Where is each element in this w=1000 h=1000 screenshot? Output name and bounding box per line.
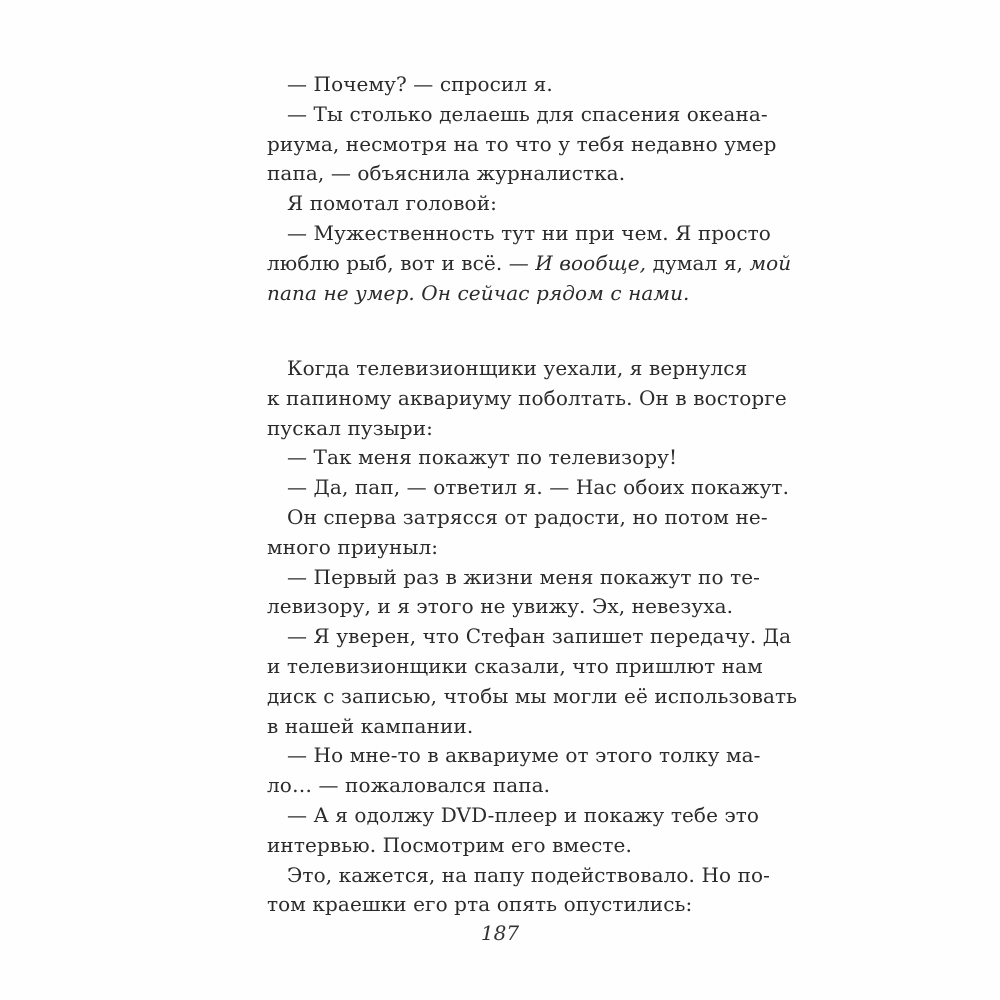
text-line: — Почему? — спросил я. <box>287 72 553 96</box>
text-line: много приуныл: <box>267 534 439 559</box>
text-line: левизору, и я этого не увижу. Эх, невезуха. <box>267 594 734 619</box>
text-line: Когда телевизионщики уехали, я вернулся <box>287 356 748 380</box>
text-line: — Мужественность тут ни при чем. Я просто <box>287 220 771 245</box>
text-line: Я помотал головой: <box>287 191 497 216</box>
text-line: — Но мне-то в аквариуме от этого толку ма- <box>287 743 761 768</box>
text-line: том краешки его рта опять опустились: <box>267 892 693 917</box>
text-line: — Первый раз в жизни меня покажут по те- <box>287 564 761 589</box>
text-line: интервью. Посмотрим его вместе. <box>267 832 632 857</box>
text-block-dialogue <box>267 70 792 308</box>
text-line: — Так меня покажут по телевизору! <box>287 445 678 470</box>
text-fragment: думал я, <box>646 250 750 275</box>
text-line: ло… — пожаловался папа. <box>267 773 551 798</box>
text-fragment: люблю рыб, вот и всё. — <box>267 250 536 275</box>
text-line-mixed <box>267 249 792 279</box>
text-block-narrative <box>267 354 798 920</box>
text-line: — Ты столько делаешь для спасения океана- <box>287 101 768 126</box>
text-line: пускал пузыри: <box>267 415 433 440</box>
text-line: диск с записью, чтобы мы могли её использовать <box>267 683 798 708</box>
text-line: в нашей кампании. <box>267 713 474 738</box>
text-line: Это, кажется, на папу подействовало. Но по- <box>287 862 771 887</box>
text-line: Он сперва затрясся от радости, но потом не- <box>287 504 768 529</box>
text-line: — А я одолжу DVD-плеер и покажу тебе это <box>287 802 760 827</box>
page-number: 187 <box>480 921 520 945</box>
text-line: и телевизионщики сказали, что пришлют нам <box>267 653 763 678</box>
italic-fragment: И вообще, <box>535 250 647 275</box>
text-line: риума, несмотря на то что у тебя недавно умер <box>267 131 777 156</box>
text-line: — Да, пап, — ответил я. — Нас обоих покажут. <box>287 475 790 500</box>
text-line: к папиному аквариуму поболтать. Он в восторге <box>267 385 787 410</box>
text-line-italic: папа не умер. Он сейчас рядом с нами. <box>267 280 690 305</box>
text-line: — Я уверен, что Стефан запишет передачу. Да <box>287 624 792 649</box>
italic-fragment: мой <box>749 250 792 275</box>
text-line: папа, — объяснила журналистка. <box>267 161 626 186</box>
